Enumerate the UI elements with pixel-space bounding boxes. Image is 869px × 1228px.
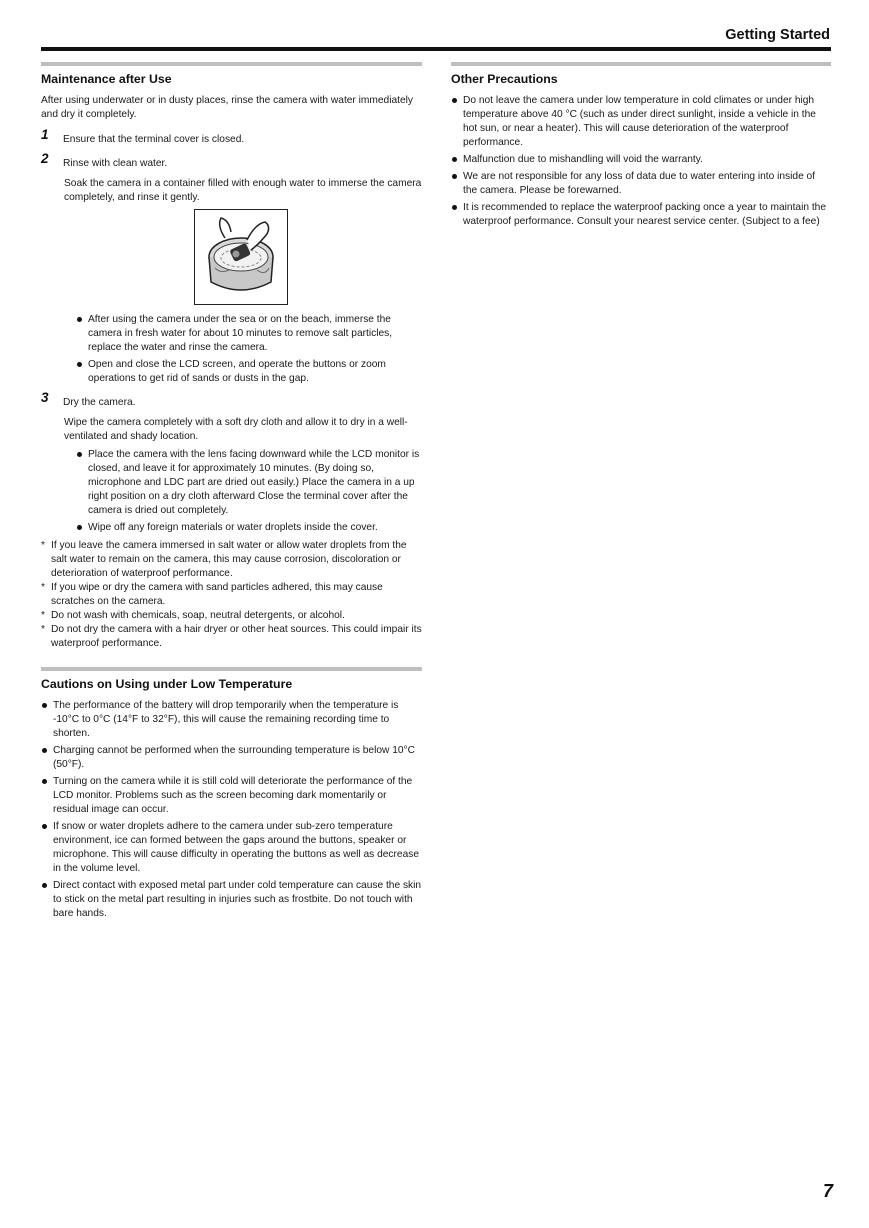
step-3-description: Wipe the camera completely with a soft dry cloth and allow it to dry in a well-ventilated and shady location. (64, 417, 408, 442)
note-item (41, 581, 422, 609)
list-item: The performance of the battery will drop temporarily when the temperature is -10°C to 0°C (14°F to 32°F), this will cause the remaining recording time to shorten. (41, 699, 422, 741)
list-item: Malfunction due to mishandling will void the warranty. (451, 153, 831, 167)
list-item: Turning on the camera while it is still cold will deteriorate the performance of the LCD monitor. Problems such as the screen becoming dark momentarily or residual image can occur. (41, 775, 422, 817)
list-item: Open and close the LCD screen, and operate the buttons or zoom operations to get rid of sands or dusts in the gap. (76, 358, 422, 386)
list-item: After using the camera under the sea or on the beach, immerse the camera in fresh water for about 10 minutes to remove salt particles, replace the water and rinse the camera. (76, 313, 422, 355)
section-divider (451, 62, 831, 66)
rinse-camera-illustration (194, 209, 288, 305)
page-header-title: Getting Started (725, 27, 830, 43)
right-column (451, 62, 831, 232)
list-item: Charging cannot be performed when the surrounding temperature is below 10°C (50°F). (41, 744, 422, 772)
header-rule (41, 47, 831, 51)
note-item (41, 539, 422, 581)
section-divider (41, 667, 422, 671)
list-item: Do not leave the camera under low temperature in cold climates or under high temperature above 40 °C (such as under direct sunlight, inside a vehicle in the hot sun, or near a heater). This will cause deterioration of the waterproof performance. (451, 94, 831, 150)
step-2-bullets (64, 313, 422, 386)
note-marker: * (41, 582, 45, 593)
other-precautions-section (451, 62, 831, 229)
list-item: Wipe off any foreign materials or water droplets inside the cover. (76, 521, 422, 535)
note-item (41, 609, 422, 623)
step-number: 3 (41, 390, 49, 405)
step-text: Rinse with clean water. (63, 158, 168, 169)
note-text: Do not wash with chemicals, soap, neutral detergents, or alcohol. (51, 610, 345, 621)
maintenance-notes (41, 539, 422, 651)
list-item: Place the camera with the lens facing downward while the LCD monitor is closed, and leave it for approximately 10 minutes. (By doing so, microphone and LDC part are dried out easily.) Place the camera in a up right position on a dry cloth afterward Close the terminal cover after the camera is dried out completely. (76, 448, 422, 518)
step-3 (41, 392, 422, 410)
step-2-body (41, 177, 422, 386)
step-3-body (41, 416, 422, 535)
maintenance-title: Maintenance after Use (41, 72, 172, 86)
low-temperature-section (41, 667, 422, 921)
maintenance-intro: After using underwater or in dusty places, rinse the camera with water immediately and dry it completely. (41, 95, 414, 120)
note-text: If you wipe or dry the camera with sand particles adhered, this may cause scratches on the camera. (51, 582, 383, 607)
note-marker: * (41, 540, 45, 551)
step-2 (41, 153, 422, 171)
step-1 (41, 129, 422, 147)
list-item: It is recommended to replace the waterproof packing once a year to maintain the waterproof performance. Consult your nearest service center. (Subject to a fee) (451, 201, 831, 229)
step-text: Dry the camera. (63, 397, 136, 408)
other-precautions-bullets (451, 94, 831, 229)
other-precautions-title: Other Precautions (451, 72, 558, 86)
list-item: Direct contact with exposed metal part under cold temperature can cause the skin to stick on the metal part resulting in injuries such as frostbite. Do not touch with bare hands. (41, 879, 422, 921)
maintenance-section (41, 62, 422, 651)
left-column (41, 62, 422, 924)
step-number: 2 (41, 151, 49, 166)
step-2-description: Soak the camera in a container filled with enough water to immerse the camera completely, and rinse it gently. (64, 178, 422, 203)
note-text: Do not dry the camera with a hair dryer or other heat sources. This could impair its waterproof performance. (51, 624, 422, 649)
note-item (41, 623, 422, 651)
note-text: If you leave the camera immersed in salt water or allow water droplets from the salt water to remain on the camera, this may cause corrosion, discoloration or deterioration of waterproof performance. (51, 540, 407, 579)
page-number: 7 (822, 1181, 833, 1201)
list-item: We are not responsible for any loss of data due to water entering into inside of the camera. Please be forewarned. (451, 170, 831, 198)
note-marker: * (41, 624, 45, 635)
step-number: 1 (41, 127, 49, 142)
step-3-bullets (64, 448, 422, 535)
note-marker: * (41, 610, 45, 621)
section-divider (41, 62, 422, 66)
list-item: If snow or water droplets adhere to the camera under sub-zero temperature environment, ice can formed between the gaps around the buttons, speaker or microphone. This will cause difficulty in operating the buttons as well as decrease in the volume level. (41, 820, 422, 876)
step-text: Ensure that the terminal cover is closed. (63, 134, 245, 145)
low-temperature-bullets (41, 699, 422, 921)
low-temperature-title: Cautions on Using under Low Temperature (41, 677, 293, 691)
